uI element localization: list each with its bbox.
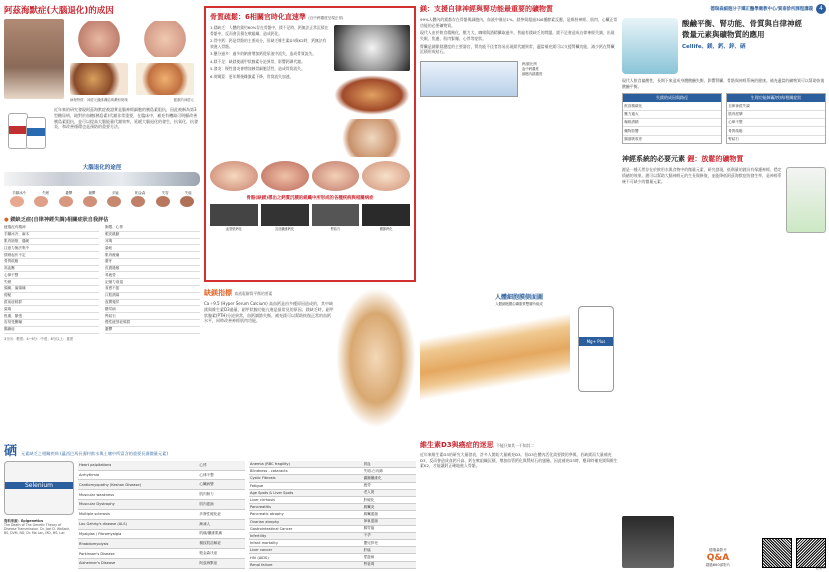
table-row: Anemia (RBC fragility) 貧血 [249,461,416,468]
elderly-face-image [4,19,64,99]
qa-block [622,498,826,568]
train-image [4,172,200,186]
ct-thumb [312,204,360,226]
checklist-item: 暈眩 [105,245,200,252]
checklist-item: 容易受驚嚇 [4,320,99,327]
checklist-item: 高血壓 [4,266,99,273]
membrane-image [420,312,570,422]
thumb-label: 腎結石 [330,227,341,231]
col3-text [420,17,618,57]
flow-item: 肌肉痙攣 [727,111,825,119]
pathway-step: 手腳冰冷 [12,191,26,195]
table-row: Pancreatic atrophy 胰臟萎縮 [249,511,416,518]
osteoporosis-title: 骨質疏鬆：6相關官時化直速準 [210,13,306,21]
checklist-item: 注意力無法集中 [4,245,99,252]
table-row: HIV (AIDS) 愛滋病 [249,554,416,561]
osteoporosis-para: 6.荷爾蒙：更年期後雌激素下降，骨質流失加速。 [210,73,294,79]
pathway-figure [4,172,200,210]
osteoporosis-box [204,6,416,282]
d3-title: 維生素D3與癌症的迷思 [420,441,494,449]
pathway-step: 失智 [161,191,169,195]
col3-para: 現代人由於飲食精緻化、壓力大、咖啡與酒精攝取過多，普遍有鎂缺乏的問題。鎂不足會造成自律神經失調，出現失眠、焦慮、肌肉緊繃、心悸等症狀。 [420,30,615,41]
magnesium-icon: ● [4,217,9,223]
xray-image [334,25,410,71]
table-row: Infertility 不孕 [249,532,416,539]
checklist-item: 手腳冰冷、麻木 [4,232,99,239]
flow-item: 藥物影響 [623,127,721,135]
table-row: Multiple sclerosis 多發性硬化症 [78,509,245,519]
flow-item: 飲食精緻化 [623,102,721,110]
checklist-item: 疲倦沒有精神 [4,225,99,232]
d3-body: 近年來維生素D3的研究大量發表，許多人開始大量補充D3。但D3在體內活化需要鎂的參與，若缺鎂而大量補充D3，反而會造成血鈣升高、鈣在軟組織沉積，增加血管鈣化與腎結石的風險。因此補充D3時，應同時補充鎂與維生素K2，才能讓鈣正確地進入骨骼。 [420,452,618,469]
qa-sub: 超過600部影片 [705,563,731,567]
chart-label: 細胞內鎂濃度 [522,71,543,76]
membrane-title: 人體細胞膜側面圖 [494,294,543,301]
table-row: Liver cirrhosis 肝硬化 [249,496,416,503]
checklist-item: 慢性疲勞症候群 [105,320,200,327]
checklist-item: 肌肉抽筋、僵硬 [4,239,99,246]
ref-body: The Death of The Genetic Theory of Disease Transmission. Dr. Joel D. Wallach, BS, DVM, ND, Dr. Ma Lan, MD, MS, Lac [4,523,71,535]
selenium-section [4,440,416,568]
table-row: Renal failure 腎衰竭 [249,561,416,568]
fig-label-diseased: 病理特徵：神經元纖維纏結與澱粉斑塊 [70,98,128,102]
pathology-strip [210,161,410,191]
pathology-thumb [210,161,258,191]
checklist-title-text: 鎂缺乏症(自律神經失調)相關症狀自我評估 [10,217,109,223]
neuron-healthy-image [136,63,194,95]
lithium-product-image [786,167,826,233]
chart-label: 血中鈣濃度 [522,66,539,71]
thumb-label: 血管壁鈣化 [225,227,242,231]
chromium-product-image [4,107,50,157]
checklist-item: 氣喘 [4,306,99,313]
checklist-right [105,225,200,334]
flow-item: 壓力過大 [623,111,721,119]
table-row: Age Spots & Liver Spots 老人斑 [249,489,416,496]
checklist-item: 腸躁症 [4,327,99,334]
osteoporosis-sub: (自中鈣濃度呈現正常) [308,16,344,20]
nerve-title: 神經系統的必要元素 [622,155,685,164]
pathology-caption: 骨骼(缺鎂)導出之鈣質沉積的組織中所形成的各種疾病與相關病症 [246,196,374,201]
pathway-step: 躁鬱 [88,191,96,195]
nerve-body: 鋰是一種天然存在於飲用水與食物中的微量元素，研究發現，低劑量的鋰具有保護神經、穩定情緒的效果。鋰可以幫助大腦神經元的生長與修復，並能降低阿茲海默症的發生率，是神經系統不可缺少的微量元素。 [622,167,782,184]
pathology-thumb [261,161,309,191]
ct-thumb [210,204,258,226]
table-row: Cardiomyopathy (Keshan Disease) 心臟病變 [78,480,245,490]
checklist-item: 食慾不振 [105,286,200,293]
table-row: Cystic Fibrosis 囊腫纖維化 [249,475,416,482]
brain-diseased-image [70,21,128,57]
video-thumb [622,516,674,568]
osteoporosis-images [334,25,410,157]
checklist-item: 骨質疏鬆 [4,259,99,266]
table-row: Infant mortality 嬰兒猝死 [249,540,416,547]
membrane-sub: 人體細胞膜由磷脂質雙層所組成 [495,302,543,306]
ct-thumb [362,204,410,226]
ref-title: 資料來源：Epigenetics [4,519,44,523]
flow-left-title: 失鎂的成因與路徑 [623,94,721,102]
table-row: Fatigue 疲勞 [249,482,416,489]
checklist-note: 3分內：輕度；4~6分：中度；8分以上：重度 [4,336,74,341]
chart-label: 鈣/鎂比例 [522,61,537,66]
checklist-item: 焦慮、緊張 [4,313,99,320]
checklist-item: 眼皮跳動 [105,232,200,239]
qr-code[interactable] [796,538,826,568]
alzheimer-figure [4,19,200,103]
pathology-thumb [362,161,410,191]
checklist-item: 口腔潰瘍 [105,293,200,300]
checklist-item: 頭痛、偏頭痛 [4,286,99,293]
main-title2: 微量元素與礦物質的應用 [682,30,765,39]
selenium-product-label: Selenium [5,482,73,489]
product-image [578,306,614,392]
table-row: Pancreatitis 胰臟炎 [249,504,416,511]
neuron-diseased-image [70,63,128,95]
pathology-thumb [312,161,360,191]
qr-code[interactable] [762,538,792,568]
col3-para: 99%人體內的鎂都存在骨骼與細胞內，血液中僅佔1%。鎂參與超過300種酵素反應，是維持神經、肌肉、心臟正常功能的必要礦物質。 [420,17,618,28]
col1 [4,4,200,434]
osteoporosis-para: 2.骨中鈣：鈣是骨骼的主要成分，但缺乏維生素D3與K2時，鈣無法有效進入骨骼。 [210,38,327,49]
checklist-left [4,225,99,334]
selenium-sub: 元素缺乏之相關疾病 (蘊西巴馬長壽村飲水與土壤中所富含的重要長壽微量元素) [21,451,168,456]
flow-item: 心律不整 [727,119,825,127]
pathway-step: 多疑 [111,191,119,195]
selenium-table-right [249,461,416,569]
flow-item: 腎結石 [728,137,739,141]
thumb-label: 乳房纖維鈣化 [275,227,295,231]
checklist-item: 憂鬱 [105,327,200,334]
pathway-step: 憂鬱 [65,191,73,195]
pathway-step: 帕金森 [135,191,146,195]
col1-title: 阿茲海默症(大腦退化)的成因 [4,6,114,16]
qa-caption: 訂閱YT [815,566,826,570]
checklist-item: 記憶力衰退 [105,279,200,286]
spine-image [336,288,416,428]
cellife-product-image [622,18,678,74]
checklist-item: 磨牙 [105,259,200,266]
pathway-title: 大腦退化的途徑 [82,165,122,171]
checklist-item: 皮膚過敏 [105,266,200,273]
osteoporosis-para: 1.鎂缺乏：人體的鎂約60%存在骨骼中，鎂不足時，鈣無法正常沉積在骨骼中，反而會沉積在軟組織，造成鈣化。 [210,25,329,36]
header-bar [622,4,826,14]
selenium-table-left [78,461,245,569]
table-row: Alzheimer's Disease 阿茲海默症 [78,558,245,568]
d3-sub: 不能只知其一不知其二 [496,443,535,448]
pathway-step: 失能 [184,191,192,195]
table-row: Rhabdomyolysis 橫紋肌溶解症 [78,539,245,549]
table-row: Blindness - cataracts 失明-白內障 [249,468,416,475]
table-row: Liver cancer 肝癌 [249,547,416,554]
checklist [4,225,200,334]
brain-healthy-image [136,21,194,57]
bone-image [334,119,410,157]
qa-title[interactable]: Q&A [706,553,730,563]
flow-item: 骨質疏鬆 [727,127,825,135]
table-row: Gastrointestinal Cancer 腸胃癌 [249,525,416,532]
table-row: Muscular Dystrophy 肌肉萎縮 [78,500,245,510]
checklist-item: 耳鳴 [105,239,200,246]
table-row: Lou Gehrig's disease (ALS) 漸凍人 [78,519,245,529]
ct-thumb [261,204,309,226]
mg-indicator-title: 缺鎂指標 [204,289,232,297]
checklist-item: 情緒起伏不定 [4,252,99,259]
product-label: Mg+ Plus [579,337,613,346]
checklist-item: 失眠 [4,279,99,286]
nerve-title-row [622,154,826,164]
chart-image [420,61,518,97]
checklist-item: 經前症候群 [4,300,99,307]
flow-right-title: 生理功能障礙/疾病/相關症狀 [727,94,825,102]
flow-item: 腸道吸收差 [624,137,643,141]
col4-intro: 現代人飲食偏酸性，長期下來造成身體酸鹼失衡，影響腎臟、骨骼與神經系統的健康。補充適當的礦物質可以幫助恢復酸鹼平衡。 [622,78,825,89]
checklist-item: 肌肉痠痛 [105,252,200,259]
col3-chart [420,61,618,97]
checklist-item: 胸悶、心悸 [105,225,200,232]
flow-item: 咖啡酒精 [623,119,721,127]
col3-para: 腎臟是調節鎂濃度的主要器官，腎功能不佳者容易出現鎂代謝異常，適當補充鎂可以支援腎臟功能，減少鈣在腎臟沉積形成結石。 [420,43,615,55]
table-row: Muscular weakness 肌肉無力 [78,490,245,500]
flow-table [622,93,826,144]
page-number: 4 [816,4,826,14]
col3-title: 鎂：支援自律神經與腎功能最重要的礦物質 [420,5,553,13]
table-row: Arrhythmia 心律不整 [78,470,245,480]
mg-indicator-sub: 血液電解質平衡的要素 [234,291,273,296]
d3-section [420,440,618,568]
checklist-item: 便秘 [4,293,99,300]
thumb-label: 關節鈣化 [379,227,393,231]
main-sub: Cellife、鎂、鈣、鋅、硒 [682,44,746,50]
pathway-brains [10,196,194,208]
fig-label-healthy: 健康的神經元 [173,98,194,102]
mg-indicator [204,288,334,436]
osteoporosis-para: 3.鹽分過多：過多的鈉會增加鈣從尿液中流失，造成骨質流失。 [210,51,317,56]
kidney-image [334,75,410,115]
checklist-item: 易疲勞 [105,272,200,279]
col4 [622,4,826,568]
mg-indicator-body: Ca＋9.5 (Hyper Serum Calcium) 高血鈣是由多種原因造成的，其中缺鎂與維生素D3過量、副甲狀腺功能亢進是最常見的原因。鎂缺乏時，副甲狀腺素(PTH)分泌異常，血鈣調節失衡。補充鎂可以幫助恢復正常的血鈣水平，同時改善神經肌肉功能。 [204,301,334,324]
flow-item: 自律神經失調 [727,102,825,110]
checklist-item: 糖尿病 [105,306,200,313]
pathway-step: 失眠 [42,191,49,195]
col3 [420,4,618,294]
selenium-product-image [4,461,74,515]
nerve-sub: 鋰：放鬆的礦物質 [687,155,744,164]
osteoporosis-para: 4.鎂不足：缺鎂使副甲狀腺素分泌異常，影響鈣磷代謝。 [210,58,305,64]
main-title: 酸鹼平衡、腎功能、骨質與自律神經 [682,19,802,28]
checklist-item: 腎結石 [105,313,200,320]
osteoporosis-para: 5.發炎：慢性發炎會增加蝕骨細胞活性，造成骨質流失。 [210,66,305,71]
header-title: 德瑞森細胞分子矯正醫學衛教中心/賀泰診所課程講義 [710,7,813,12]
checklist-item: 夜間頻尿 [105,300,200,307]
osteoporosis-text [210,25,330,157]
table-row: Heart palpitations 心悸 [78,461,245,470]
checklist-item: 心律不整 [4,272,99,279]
checklist-title [4,216,200,223]
table-row: Ovarian atrophy 卵巢萎縮 [249,518,416,525]
table-row: Parkinson's Disease 帕金森氏症 [78,549,245,559]
footer-caption: 德瑞森影片 [709,548,727,552]
selenium-title: 硒 [4,444,18,459]
membrane-diagram [420,292,618,438]
table-row: Myalgias / Fibromyalgia 肌痛/纖維肌痛 [78,529,245,539]
col1-body: 近年來的研究發現阿茲海默症被證實是腦神經細胞的胰島素阻抗，因此被稱為第3型糖尿病，鉻對於血糖(胰島素)代謝非常重要，在臨床中，補充有機鉻可明顯改善胰島素阻抗，並可以提高大腦能量代謝效率，延緩大腦退化的發生，抗氧化、抗發炎、和改善循環也是預防的重要方法。 [54,107,198,130]
